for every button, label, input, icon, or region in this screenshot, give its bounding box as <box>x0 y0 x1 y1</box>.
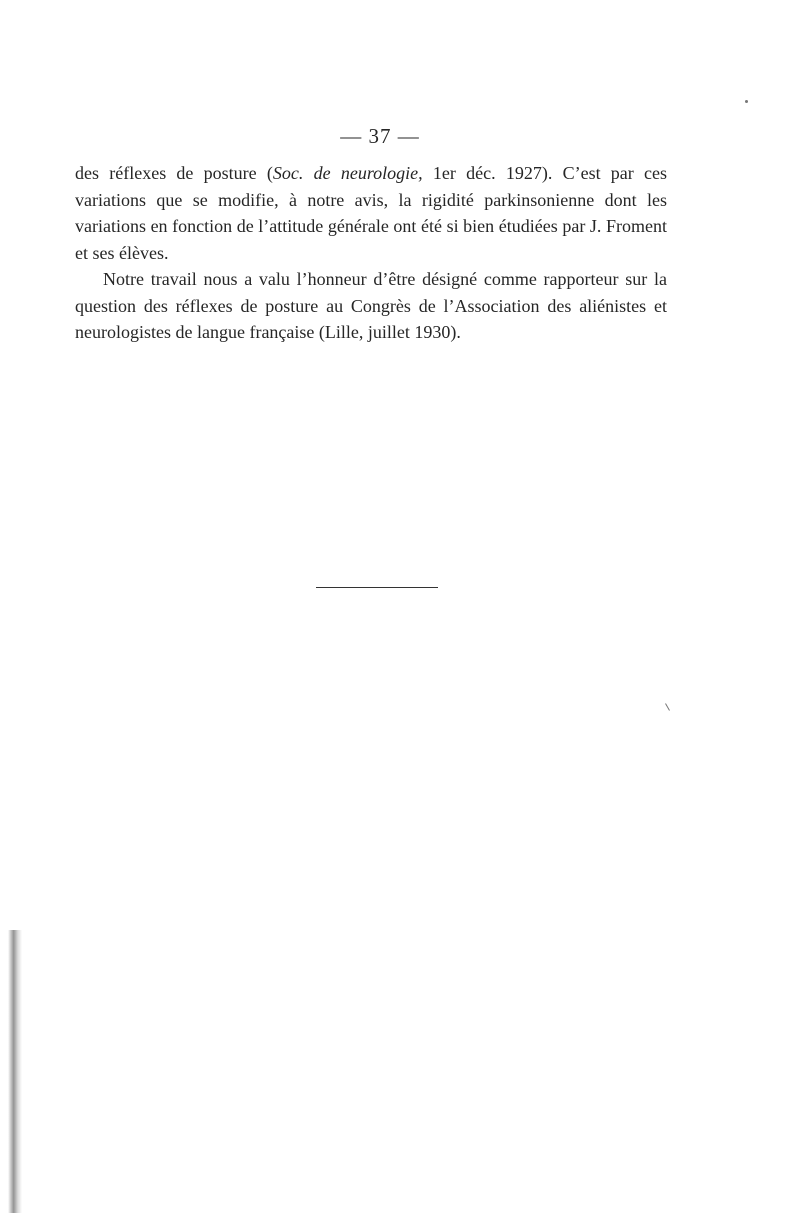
body-text <box>75 160 667 346</box>
paragraph-2: Notre travail nous a valu l’honneur d’être désigné comme rapporteur sur la question des réflexes de posture au Congrès de l’Association des aliénistes et neurologistes de langue française (Lille, juillet 1930). <box>75 269 667 342</box>
scan-speck <box>745 100 748 103</box>
paragraph-1 <box>75 160 667 266</box>
scan-speck <box>665 703 670 710</box>
page-number: — 37 — <box>340 124 420 148</box>
end-rule <box>316 587 438 588</box>
scan-edge-shadow <box>8 930 22 1213</box>
paragraph-1-start: des réflexes de posture ( <box>75 163 273 183</box>
paragraph-1-end: 1er déc. 1927). C’est par ces variations que se modifie, à notre avis, la rigidité parkinsonienne dont les variations en fonction de l’attitude générale ont été si bien étudiées par J. Froment et ses élèves. <box>75 163 668 263</box>
citation-journal: Soc. de neurologie, <box>272 163 423 183</box>
